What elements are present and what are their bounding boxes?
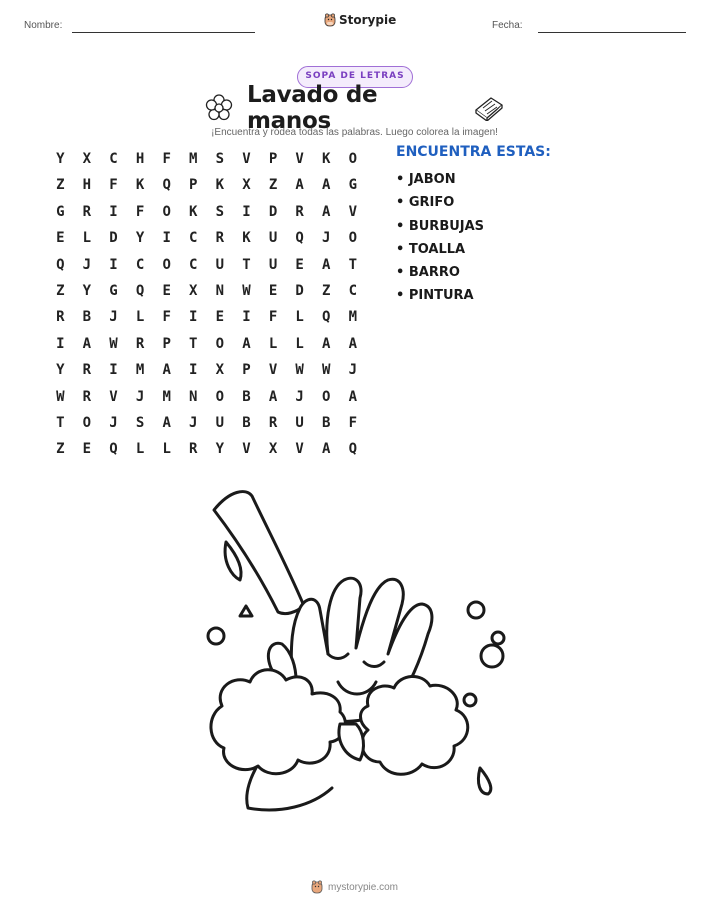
grid-cell[interactable]: I bbox=[56, 335, 65, 352]
grid-cell[interactable]: J bbox=[322, 230, 331, 247]
name-label: Nombre: bbox=[24, 20, 63, 31]
grid-cell[interactable]: R bbox=[268, 414, 278, 431]
word-item: • BARRO bbox=[396, 261, 551, 284]
grid-cell[interactable]: A bbox=[242, 335, 251, 352]
grid-cell[interactable]: V bbox=[268, 362, 278, 379]
grid-cell[interactable]: X bbox=[268, 441, 278, 458]
grid-cell[interactable]: I bbox=[109, 256, 118, 273]
grid-cell[interactable]: M bbox=[162, 388, 171, 405]
grid-cell[interactable]: C bbox=[109, 151, 118, 167]
grid-cell[interactable]: C bbox=[189, 256, 198, 273]
grid-cell[interactable]: S bbox=[135, 414, 145, 431]
grid-cell[interactable]: R bbox=[82, 362, 92, 379]
grid-cell[interactable]: Q bbox=[56, 256, 65, 273]
word-item: • TOALLA bbox=[396, 238, 551, 261]
grid-cell[interactable]: A bbox=[322, 177, 331, 194]
grid-cell[interactable]: S bbox=[215, 151, 225, 167]
grid-cell[interactable]: V bbox=[242, 441, 251, 458]
grid-cell[interactable]: A bbox=[322, 203, 331, 220]
grid-cell[interactable]: B bbox=[82, 309, 92, 326]
grid-cell[interactable]: A bbox=[82, 335, 92, 352]
grid-cell[interactable]: R bbox=[82, 388, 92, 405]
word-item: • JABON bbox=[396, 168, 551, 191]
grid-cell[interactable]: J bbox=[295, 388, 304, 405]
grid-cell[interactable]: I bbox=[162, 230, 171, 247]
grid-cell[interactable]: Y bbox=[56, 151, 65, 167]
grid-cell[interactable]: Q bbox=[135, 282, 145, 299]
grid-cell[interactable]: A bbox=[322, 256, 331, 273]
name-line[interactable] bbox=[72, 32, 255, 33]
grid-cell[interactable]: V bbox=[348, 203, 358, 220]
grid-cell[interactable]: F bbox=[162, 151, 171, 167]
grid-cell[interactable]: M bbox=[348, 309, 358, 326]
grid-cell[interactable]: A bbox=[268, 388, 278, 405]
page-title: Lavado de manos bbox=[247, 82, 378, 134]
grid-cell[interactable]: D bbox=[109, 230, 118, 247]
grid-cell[interactable]: R bbox=[189, 441, 198, 458]
grid-cell[interactable]: O bbox=[322, 388, 331, 405]
grid-cell[interactable]: A bbox=[162, 414, 171, 431]
grid-cell[interactable]: T bbox=[56, 414, 65, 431]
grid-cell[interactable]: Y bbox=[135, 230, 145, 247]
grid-cell[interactable]: A bbox=[162, 362, 171, 379]
grid-cell[interactable]: I bbox=[109, 362, 118, 379]
grid-cell[interactable]: J bbox=[189, 414, 198, 431]
grid-cell[interactable]: B bbox=[242, 388, 251, 405]
grid-cell[interactable]: K bbox=[322, 151, 331, 167]
grid-cell[interactable]: R bbox=[56, 309, 65, 326]
grid-cell[interactable]: V bbox=[242, 151, 251, 167]
grid-cell[interactable]: O bbox=[215, 388, 225, 405]
grid-cell[interactable]: W bbox=[242, 282, 251, 299]
instructions: ¡Encuentra y rodea todas las palabras. Luego colorea la imagen! bbox=[211, 127, 498, 138]
grid-cell[interactable]: A bbox=[348, 388, 358, 405]
grid-cell[interactable]: D bbox=[295, 282, 304, 299]
grid-cell[interactable]: P bbox=[189, 177, 198, 194]
grid-cell[interactable]: I bbox=[189, 362, 198, 379]
grid-cell[interactable]: W bbox=[109, 335, 118, 352]
grid-cell[interactable]: H bbox=[135, 151, 145, 167]
grid-cell[interactable]: Q bbox=[109, 441, 118, 458]
grid-cell[interactable]: J bbox=[135, 388, 145, 405]
grid-cell[interactable]: T bbox=[189, 335, 198, 352]
grid-cell[interactable]: O bbox=[348, 151, 358, 167]
footer bbox=[0, 880, 709, 894]
grid-cell[interactable]: U bbox=[268, 230, 278, 247]
grid-cell[interactable]: C bbox=[348, 282, 358, 299]
grid-cell[interactable]: C bbox=[189, 230, 198, 247]
grid-cell[interactable]: P bbox=[242, 362, 251, 379]
grid-cell[interactable]: X bbox=[215, 362, 225, 379]
grid-cell[interactable]: Z bbox=[322, 282, 331, 299]
word-search-grid bbox=[47, 146, 366, 463]
grid-cell[interactable]: I bbox=[109, 203, 118, 220]
grid-cell[interactable]: Z bbox=[56, 177, 65, 194]
grid-cell[interactable]: O bbox=[162, 203, 171, 220]
grid-cell[interactable]: Q bbox=[322, 309, 331, 326]
hamster-logo-icon bbox=[324, 13, 336, 27]
grid-cell[interactable]: E bbox=[268, 282, 278, 299]
grid-cell[interactable]: O bbox=[162, 256, 171, 273]
grid-cell[interactable]: G bbox=[56, 203, 65, 220]
grid-cell[interactable]: F bbox=[162, 309, 171, 326]
hand-washing-illustration bbox=[200, 484, 520, 834]
grid-cell[interactable]: G bbox=[348, 177, 358, 194]
grid-cell[interactable]: R bbox=[295, 203, 304, 220]
grid-cell[interactable]: M bbox=[135, 362, 145, 379]
grid-cell[interactable]: W bbox=[56, 388, 65, 405]
grid-cell[interactable]: E bbox=[215, 309, 225, 326]
grid-cell[interactable]: B bbox=[322, 414, 331, 431]
grid-cell[interactable]: J bbox=[348, 362, 358, 379]
grid-cell[interactable]: L bbox=[135, 309, 145, 326]
grid-cell[interactable]: B bbox=[242, 414, 251, 431]
grid-cell[interactable]: L bbox=[82, 230, 92, 247]
activity-type-badge: SOPA DE LETRAS bbox=[297, 66, 413, 88]
grid-cell[interactable]: G bbox=[109, 282, 118, 299]
grid-cell[interactable]: T bbox=[242, 256, 251, 273]
hamster-logo-icon bbox=[311, 880, 323, 894]
grid-cell[interactable]: Z bbox=[56, 441, 65, 458]
word-item: • BURBUJAS bbox=[396, 215, 551, 238]
soap-bar-icon bbox=[473, 95, 505, 121]
grid-cell[interactable]: I bbox=[189, 309, 198, 326]
grid-cell[interactable]: P bbox=[162, 335, 171, 352]
grid-cell[interactable]: T bbox=[348, 256, 358, 273]
grid-cell[interactable]: A bbox=[348, 335, 358, 352]
grid-cell[interactable]: A bbox=[322, 441, 331, 458]
grid-cell[interactable]: U bbox=[215, 414, 225, 431]
grid-cell[interactable]: F bbox=[268, 309, 278, 326]
grid-cell[interactable]: W bbox=[322, 362, 331, 379]
grid-cell[interactable]: K bbox=[135, 177, 145, 194]
grid-cell[interactable]: R bbox=[135, 335, 145, 352]
grid-cell[interactable]: L bbox=[135, 441, 145, 458]
footer-site[interactable]: mystorypie.com bbox=[327, 881, 398, 893]
flower-icon bbox=[205, 94, 233, 122]
grid-cell[interactable]: W bbox=[295, 362, 304, 379]
grid-cell[interactable]: X bbox=[242, 177, 251, 194]
grid-cell[interactable]: F bbox=[348, 414, 358, 431]
grid-cell[interactable]: Y bbox=[215, 441, 225, 458]
grid-cell[interactable]: U bbox=[215, 256, 225, 273]
grid-cell[interactable]: Z bbox=[268, 177, 278, 194]
grid-cell[interactable]: Z bbox=[56, 282, 65, 299]
grid-cell[interactable]: J bbox=[109, 414, 118, 431]
grid-cell[interactable]: A bbox=[295, 177, 304, 194]
word-item: • GRIFO bbox=[396, 191, 551, 214]
grid-cell[interactable]: R bbox=[215, 230, 225, 247]
grid-cell[interactable]: K bbox=[242, 230, 251, 247]
word-item: • PINTURA bbox=[396, 284, 551, 307]
grid-cell[interactable]: V bbox=[295, 151, 304, 167]
grid-cell[interactable]: H bbox=[82, 177, 92, 194]
brand bbox=[324, 13, 396, 27]
grid-cell[interactable]: Y bbox=[56, 362, 65, 379]
grid-cell[interactable]: F bbox=[109, 177, 118, 194]
grid-cell[interactable]: E bbox=[295, 256, 304, 273]
grid-cell[interactable]: V bbox=[109, 388, 118, 405]
date-label: Fecha: bbox=[492, 20, 523, 31]
word-list-heading: ENCUENTRA ESTAS: bbox=[396, 144, 551, 160]
grid-cell[interactable]: A bbox=[322, 335, 331, 352]
grid-cell[interactable]: Y bbox=[82, 282, 92, 299]
grid-cell[interactable]: I bbox=[242, 309, 251, 326]
grid-cell[interactable]: E bbox=[56, 230, 65, 247]
grid-cell[interactable]: O bbox=[215, 335, 225, 352]
grid-cell[interactable]: P bbox=[268, 151, 278, 167]
grid-cell[interactable]: Q bbox=[295, 230, 304, 247]
grid-cell[interactable]: L bbox=[268, 335, 278, 352]
grid-cell[interactable]: K bbox=[215, 177, 225, 194]
grid-cell[interactable]: L bbox=[295, 309, 304, 326]
grid-cell[interactable]: L bbox=[162, 441, 171, 458]
grid-cell[interactable]: U bbox=[268, 256, 278, 273]
grid-cell[interactable]: E bbox=[82, 441, 92, 458]
grid-cell[interactable]: I bbox=[242, 203, 251, 220]
grid-cell[interactable]: O bbox=[82, 414, 92, 431]
grid-cell[interactable]: M bbox=[189, 151, 198, 167]
grid-cell[interactable]: L bbox=[295, 335, 304, 352]
date-line[interactable] bbox=[538, 32, 686, 33]
grid-cell[interactable]: C bbox=[135, 256, 145, 273]
grid-cell[interactable]: E bbox=[162, 282, 171, 299]
grid-cell[interactable]: X bbox=[82, 151, 92, 167]
grid-cell[interactable]: O bbox=[348, 230, 358, 247]
grid-cell[interactable]: U bbox=[295, 414, 304, 431]
grid-cell[interactable]: Q bbox=[348, 441, 358, 458]
grid-cell[interactable]: S bbox=[215, 203, 225, 220]
grid-cell[interactable]: J bbox=[109, 309, 118, 326]
grid-cell[interactable]: K bbox=[189, 203, 198, 220]
grid-cell[interactable]: N bbox=[189, 388, 198, 405]
grid-cell[interactable]: X bbox=[189, 282, 198, 299]
brand-name: Storypie bbox=[339, 13, 397, 27]
grid-cell[interactable]: R bbox=[82, 203, 92, 220]
grid-cell[interactable]: F bbox=[135, 203, 145, 220]
grid-cell[interactable]: V bbox=[295, 441, 304, 458]
word-list bbox=[396, 144, 551, 308]
grid-cell[interactable]: N bbox=[215, 282, 225, 299]
grid-cell[interactable]: Q bbox=[162, 177, 171, 194]
grid-cell[interactable]: J bbox=[82, 256, 92, 273]
grid-cell[interactable]: D bbox=[268, 203, 278, 220]
